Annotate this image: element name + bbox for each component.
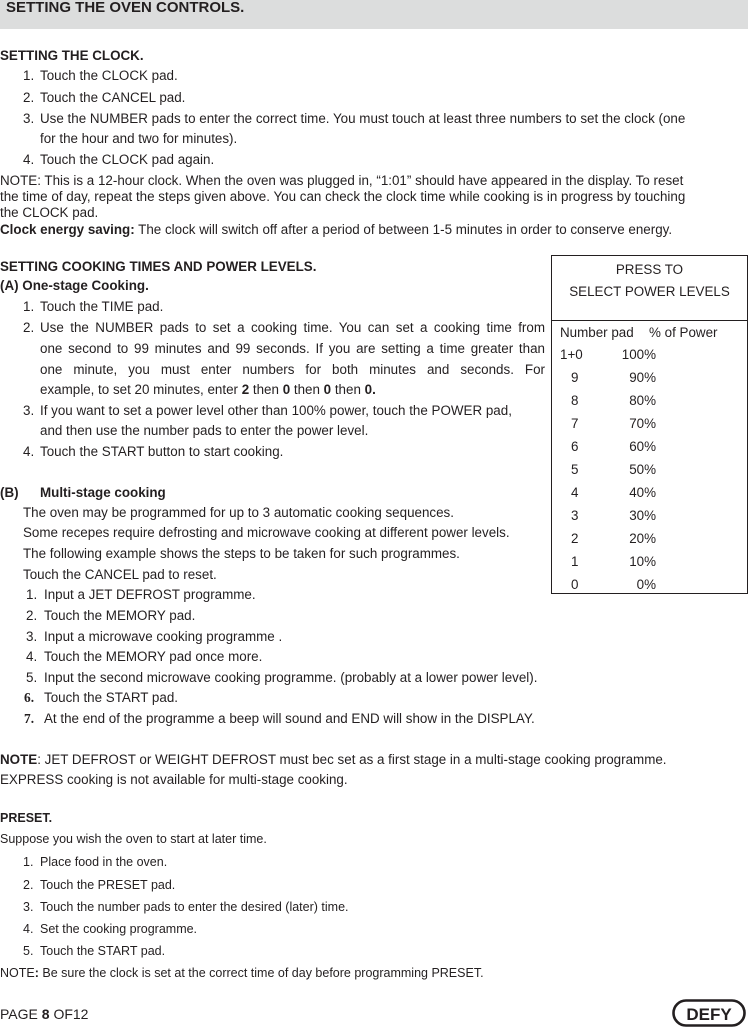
page-current: 8 — [41, 1006, 50, 1022]
page-number — [0, 1006, 88, 1022]
preset-step-3-number: 3. — [23, 900, 34, 914]
power-row-number-pad: 7 — [571, 416, 579, 431]
multi-stage-step-3: Input a microwave cooking programme . — [44, 629, 283, 644]
power-table-col-percent: % of Power — [649, 325, 718, 340]
preset-heading: PRESET. — [0, 811, 53, 825]
one-stage-step-4-number: 4. — [23, 444, 35, 459]
clock-step-4-number: 4. — [23, 152, 35, 167]
section-header-bar — [0, 0, 748, 29]
power-row-number-pad: 4 — [571, 485, 579, 500]
clock-step-1-number: 1. — [23, 68, 35, 83]
one-stage-heading: (A) One-stage Cooking. — [0, 278, 149, 293]
power-level-table — [551, 255, 748, 594]
multi-stage-note — [0, 752, 667, 767]
multi-stage-step-5-number: 5. — [26, 670, 38, 685]
power-row-percent: 100% — [621, 347, 656, 362]
preset-step-3: Touch the number pads to enter the desired (later) time. — [40, 900, 349, 914]
page-label: PAGE — [0, 1006, 42, 1022]
clock-step-1: Touch the CLOCK pad. — [40, 68, 178, 83]
defy-logo — [672, 999, 746, 1027]
clock-step-2: Touch the CANCEL pad. — [40, 90, 186, 105]
power-table-divider — [552, 320, 747, 321]
example-then: then — [249, 382, 283, 397]
multi-stage-step-6-number: 6. — [24, 690, 35, 705]
preset-note-colon: : — [34, 966, 39, 980]
example-digit: 0. — [364, 382, 376, 397]
power-table-title-2: SELECT POWER LEVELS — [569, 284, 730, 299]
power-row-number-pad: 3 — [571, 508, 579, 523]
power-row-number-pad: 1+0 — [560, 347, 583, 362]
one-stage-step-2-number: 2. — [23, 320, 35, 335]
page-total: OF12 — [49, 1006, 89, 1022]
multi-stage-intro-3: The following example shows the steps to be taken for such programmes. — [23, 546, 460, 561]
power-row-percent: 50% — [629, 462, 656, 477]
clock-step-3: Use the NUMBER pads to enter the correct time. You must touch at least three numbers to set the clock (one — [40, 111, 686, 126]
multi-stage-note-text: : JET DEFROST or WEIGHT DEFROST must bec set as a first stage in a multi-stage cooking programme. — [37, 752, 667, 767]
one-stage-step-1: Touch the TIME pad. — [40, 299, 164, 314]
multi-stage-heading: Multi-stage cooking — [40, 485, 166, 500]
preset-note — [0, 966, 484, 980]
one-stage-step-2-line-2: one second to 99 minutes and 99 seconds. If you are setting a time greater than — [40, 341, 545, 356]
clock-step-3-continued: for the hour and two for minutes). — [40, 131, 238, 146]
one-stage-step-1-number: 1. — [23, 299, 35, 314]
preset-step-5-number: 5. — [23, 944, 34, 958]
power-row-percent: 10% — [629, 554, 656, 569]
preset-step-2-number: 2. — [23, 878, 34, 892]
one-stage-step-3-line-1: If you want to set a power level other than 100% power, touch the POWER pad, — [40, 403, 512, 418]
clock-note-line-2: the time of day, repeat the steps given above. You can check the clock time while cooking is in progress by touching — [0, 189, 686, 204]
preset-intro: Suppose you wish the oven to start at later time. — [0, 832, 267, 846]
multi-stage-note-label: NOTE — [0, 752, 38, 767]
power-row-number-pad: 8 — [571, 393, 579, 408]
power-row-number-pad: 6 — [571, 439, 579, 454]
preset-step-4-number: 4. — [23, 922, 34, 936]
example-digit: 2 — [241, 382, 250, 397]
multi-stage-step-4-number: 4. — [26, 649, 38, 664]
multi-stage-intro-1: The oven may be programmed for up to 3 automatic cooking sequences. — [23, 505, 454, 520]
preset-step-4: Set the cooking programme. — [40, 922, 198, 936]
multi-stage-step-7-number: 7. — [24, 711, 35, 726]
preset-note-text: Be sure the clock is set at the correct time of day before programming PRESET. — [38, 966, 484, 980]
clock-energy-text: The clock will switch off after a period of between 1-5 minutes in order to conserve energy. — [134, 222, 673, 237]
preset-step-2: Touch the PRESET pad. — [40, 878, 176, 892]
multi-stage-note-line-2: EXPRESS cooking is not available for multi-stage cooking. — [0, 772, 348, 787]
preset-step-1-number: 1. — [23, 855, 34, 869]
multi-stage-step-4: Touch the MEMORY pad once more. — [44, 649, 263, 664]
example-then: then — [331, 382, 365, 397]
multi-stage-intro-4: Touch the CANCEL pad to reset. — [23, 567, 217, 582]
clock-heading: SETTING THE CLOCK. — [0, 48, 144, 63]
example-text: example, to set 20 minutes, enter — [40, 382, 242, 397]
cooking-heading: SETTING COOKING TIMES AND POWER LEVELS. — [0, 259, 317, 274]
power-row-percent: 60% — [629, 439, 656, 454]
multi-stage-step-2: Touch the MEMORY pad. — [44, 608, 196, 623]
clock-note-line-1: NOTE: This is a 12-hour clock. When the oven was plugged in, “1:01” should have appeared in the display. To reset — [0, 173, 684, 188]
preset-note-label: NOTE — [0, 966, 35, 980]
multi-stage-step-3-number: 3. — [26, 629, 38, 644]
power-row-percent: 40% — [629, 485, 656, 500]
multi-stage-label: (B) — [0, 485, 19, 500]
clock-energy-label: Clock energy saving: — [0, 222, 135, 237]
one-stage-step-2-example — [40, 382, 376, 397]
multi-stage-step-7: At the end of the programme a beep will sound and END will show in the DISPLAY. — [44, 711, 535, 726]
preset-step-1: Place food in the oven. — [40, 855, 168, 869]
clock-step-2-number: 2. — [23, 90, 35, 105]
example-then: then — [290, 382, 324, 397]
preset-step-5: Touch the START pad. — [40, 944, 166, 958]
multi-stage-step-2-number: 2. — [26, 608, 38, 623]
power-row-number-pad: 0 — [571, 577, 579, 592]
clock-note-line-3: the CLOCK pad. — [0, 205, 99, 220]
one-stage-step-3-line-2: and then use the number pads to enter the power level. — [40, 423, 369, 438]
multi-stage-step-1-number: 1. — [26, 587, 38, 602]
power-row-percent: 90% — [629, 370, 656, 385]
defy-logo-text: DEFY — [686, 1005, 732, 1024]
power-row-percent: 70% — [629, 416, 656, 431]
clock-step-3-number: 3. — [23, 111, 35, 126]
power-row-percent: 20% — [629, 531, 656, 546]
example-digit: 0 — [323, 382, 332, 397]
power-table-col-number-pad: Number pad — [560, 325, 634, 340]
power-table-title-1: PRESS TO — [615, 262, 684, 277]
clock-energy-saving — [0, 222, 672, 237]
page-title: SETTING THE OVEN CONTROLS. — [6, 0, 245, 16]
power-row-percent: 80% — [629, 393, 656, 408]
power-row-percent: 30% — [629, 508, 656, 523]
clock-step-4: Touch the CLOCK pad again. — [40, 152, 215, 167]
one-stage-step-3-number: 3. — [23, 403, 35, 418]
multi-stage-step-5: Input the second microwave cooking programme. (probably at a lower power level). — [44, 670, 538, 685]
power-row-number-pad: 1 — [571, 554, 579, 569]
one-stage-step-2-line-3: one minute, you must enter numbers for both minutes and seconds. For — [40, 362, 545, 377]
multi-stage-intro-2: Some recepes require defrosting and microwave cooking at different power levels. — [23, 525, 510, 540]
multi-stage-step-6: Touch the START pad. — [44, 690, 178, 705]
one-stage-step-4: Touch the START button to start cooking. — [40, 444, 284, 459]
power-row-number-pad: 2 — [571, 531, 579, 546]
example-digit: 0 — [282, 382, 291, 397]
power-row-percent: 0% — [636, 577, 656, 592]
power-row-number-pad: 5 — [571, 462, 579, 477]
power-row-number-pad: 9 — [571, 370, 579, 385]
multi-stage-step-1: Input a JET DEFROST programme. — [44, 587, 256, 602]
one-stage-step-2-line-1: Use the NUMBER pads to set a cooking time. You can set a cooking time from — [40, 320, 545, 335]
